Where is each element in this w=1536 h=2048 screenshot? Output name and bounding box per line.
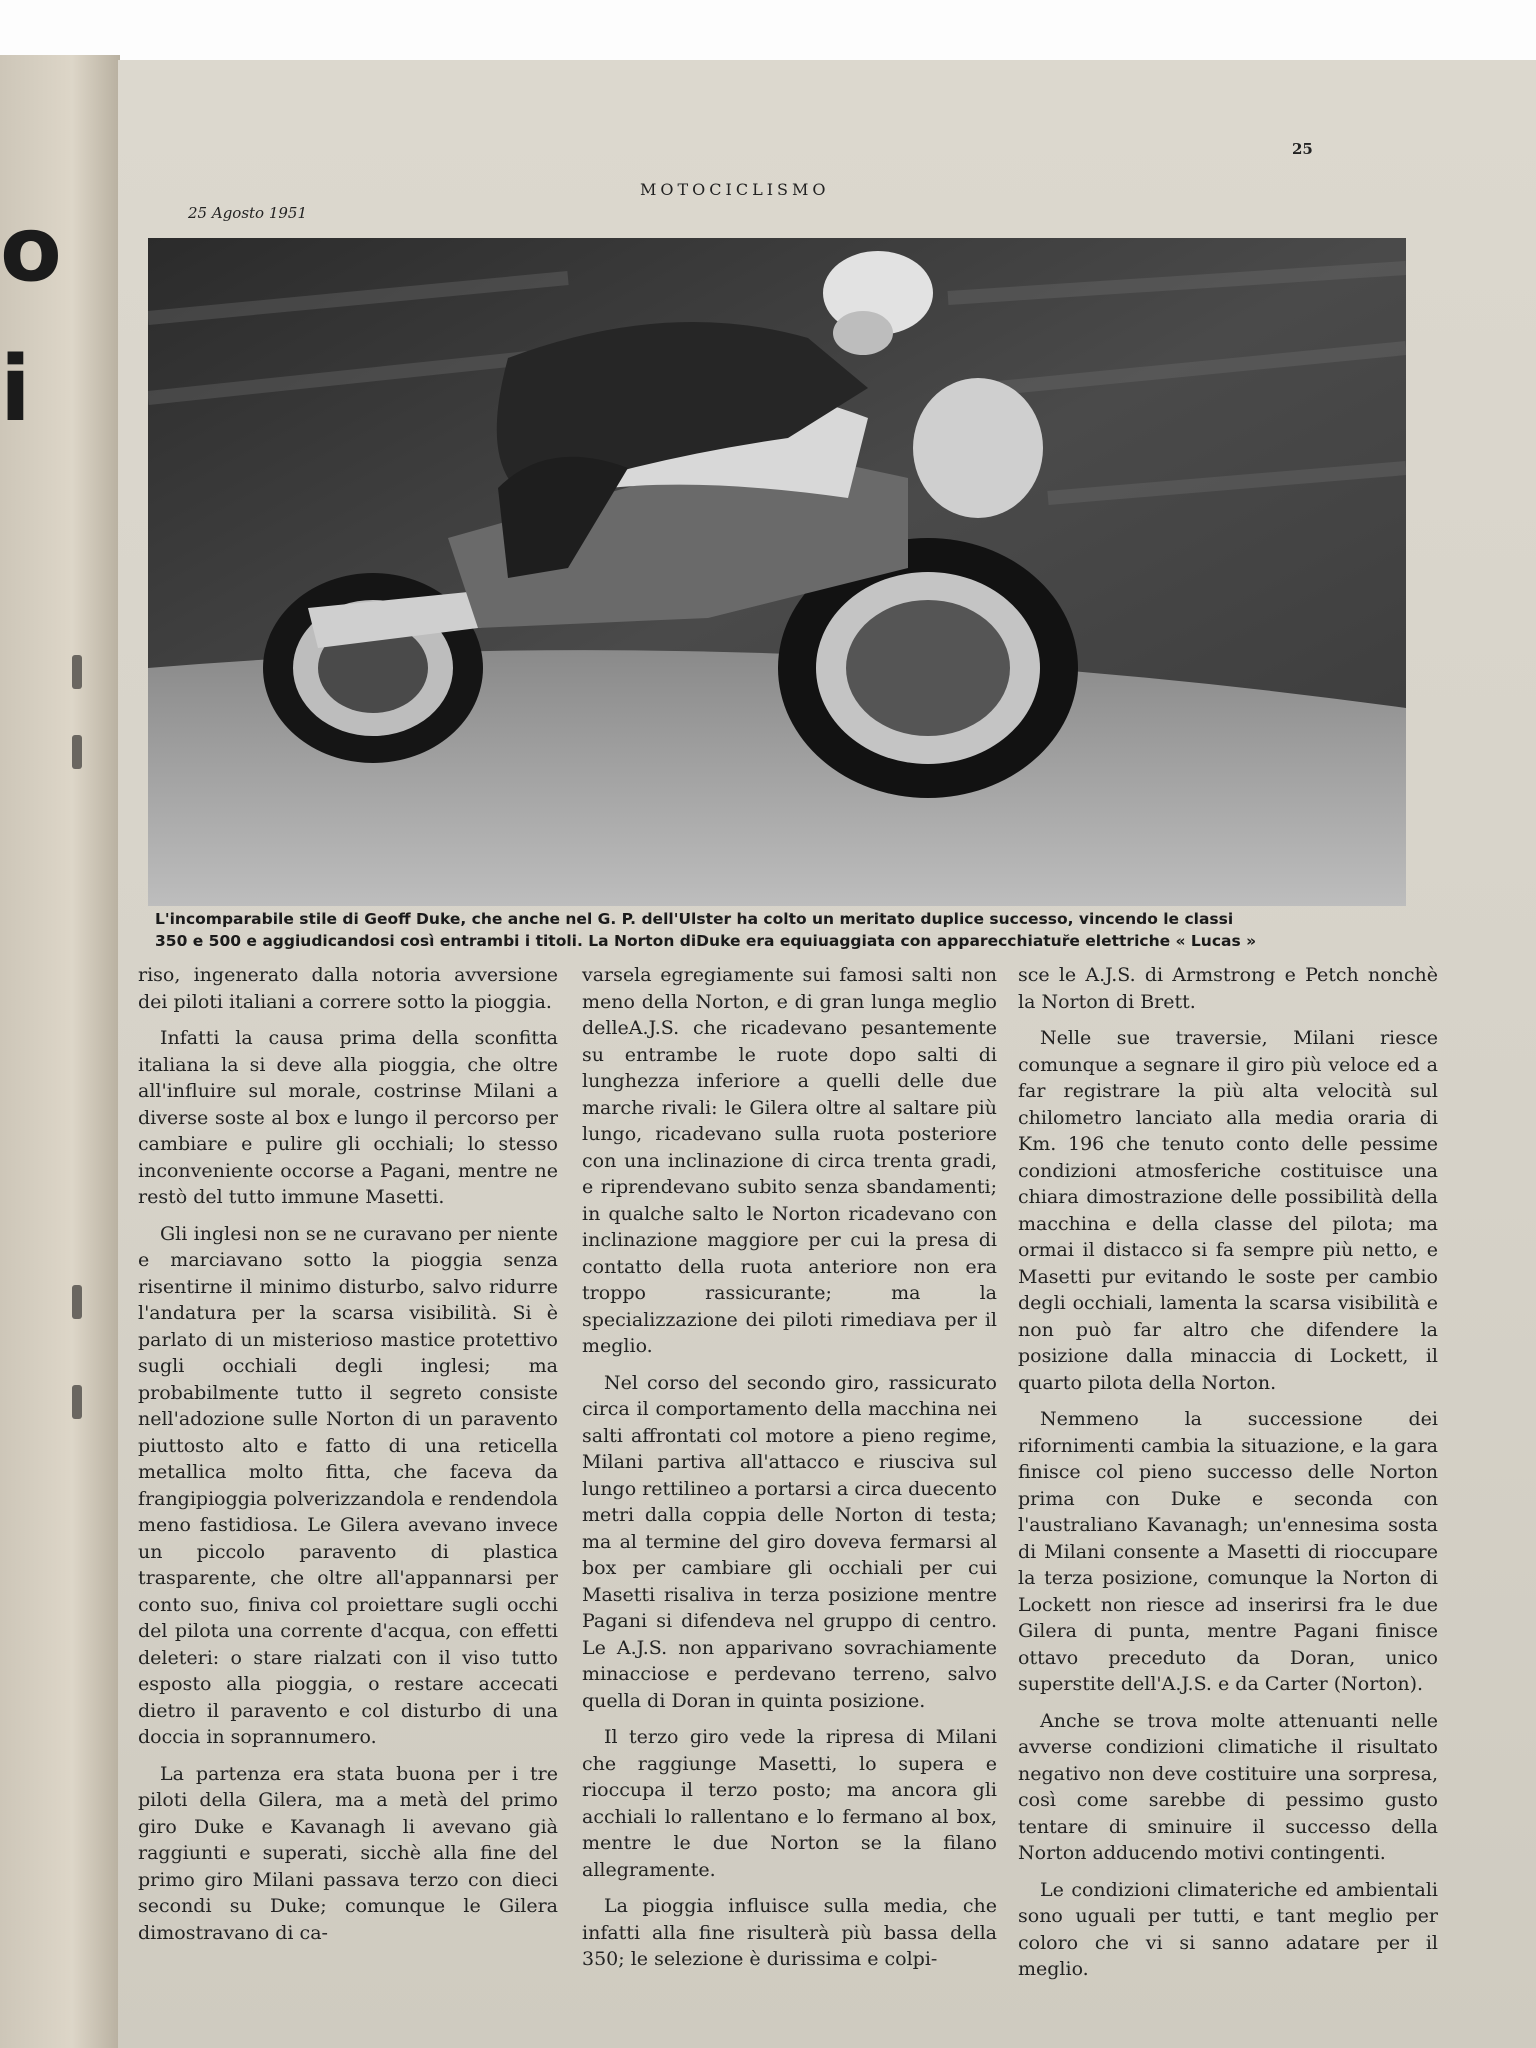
masthead-title: MOTOCICLISMO <box>640 180 830 199</box>
photo-caption <box>155 908 1405 952</box>
paragraph: Infatti la causa prima della sconfitta italiana la si deve alla pioggia, che oltre all'influire sul morale, costrinse Milani a diverse soste al box e lungo il percorso per cambiare e pulire gli occhiali; lo stesso inconveniente occorse a Pagani, mentre ne restò del tutto immune Masetti. <box>138 1027 558 1208</box>
article-column-2 <box>582 962 997 1983</box>
staple-icon <box>72 1385 82 1419</box>
page-number: 25 <box>1292 140 1313 158</box>
paragraph: Anche se trova molte attenuanti nelle avverse condizioni climatiche il risultato negativo non deve costituire una sorpresa, così come sarebbe di pessimo gusto tentare di sminuire il successo della Norton adducendo motivi contingenti. <box>1018 1709 1438 1864</box>
left-page-fragment-2: i <box>0 337 31 442</box>
issue-date: 25 Agosto 1951 <box>188 204 308 222</box>
left-page-edge <box>0 55 120 2048</box>
paragraph: La partenza era stata buona per i tre piloti della Gilera, ma a metà del primo giro Duke e Kavanagh li avevano già raggiunti e superati, sicchè alla fine del primo giro Milani passava terzo con dieci secondi su Duke; comunque le Gilera dimostravano di ca- <box>138 1762 558 1944</box>
motorcycle-racer-photo <box>148 238 1406 906</box>
article-column-1 <box>138 962 558 1956</box>
paragraph: sce le A.J.S. di Armstrong e Petch nonchè la Norton di Brett. <box>1018 964 1438 1013</box>
caption-line-2: 350 e 500 e aggiudicandosi così entrambi i titoli. La Norton diDuke era equiuaggiata con apparecchiatur̆e elettriche « Lucas » <box>155 932 1257 950</box>
paragraph: riso, ingenerato dalla notoria avversione dei piloti italiani a correre sotto la pioggia. <box>138 964 558 1013</box>
paragraph: Nemmeno la successione dei rifornimenti cambia la situazione, e la gara finisce col pieno successo delle Norton prima con Duke e seconda con l'australiano Kavanagh; un'ennesima sosta di Milani consente a Masetti di rioccupare la terza posizione, comunque la Norton di Lockett non riesce ad inserirsi fra le due Gilera di punta, mentre Pagani finisce ottavo preceduto da Doran, unico superstite dell'A.J.S. e da Carter (Norton). <box>1018 1408 1438 1695</box>
caption-line-1: L'incomparabile stile di Geoff Duke, che anche nel G. P. dell'Ulster ha colto un meritato duplice successo, vincendo le classi <box>155 910 1234 928</box>
staple-icon <box>72 655 82 689</box>
paragraph: Nelle sue traversie, Milani riesce comunque a segnare il giro più veloce ed a far registrare la più alta velocità sul chilometro lanciato alla media oraria di Km. 196 che tenuto conto delle pessime condizioni atmosferiche costituisce una chiara dimostrazione delle possibilità della macchina e della classe del pilota; ma ormai il distacco si fa sempre più netto, e Masetti pur evitando le soste per cambio degli occhiali, lamenta la scarsa visibilità e non può far altro che difendere la posizione dalla minaccia di Lockett, il quarto pilota della Norton. <box>1018 1027 1438 1394</box>
staple-icon <box>72 1285 82 1319</box>
paragraph: Gli inglesi non se ne curavano per niente e marciavano sotto la pioggia senza risentirne il minimo disturbo, salvo ridurre l'andatura per la scarsa visibilità. Si è parlato di un misterioso mastice protettivo sugli occhiali degli inglesi; ma probabilmente tutto il segreto consiste nell'adozione sulle Norton di un paravento piuttosto alto e fatto di una reticella metallica molto fitta, che faceva da frangipioggia polverizzandola e rendendola meno fastidiosa. Le Gilera avevano invece un piccolo paravento di plastica trasparente, che oltre all'appannarsi per conto suo, finiva col proiettare sugli occhi del pilota una corrente d'acqua, con effetti deleteri: o stare rialzati con il viso tutto esposto alla pioggia, o restare accecati dietro il paravento e col disturbo di una doccia in soprannumero. <box>138 1222 558 1748</box>
paragraph: Nel corso del secondo giro, rassicurato circa il comportamento della macchina nei salti affrontati col motore a pieno regime, Milani partiva all'attacco e riusciva sul lungo rettilineo a portarsi a circa duecento metri dalla coppia delle Norton di testa; ma al termine del giro doveva fermarsi al box per cambiare gli occhiali per cui Masetti risaliva in terza posizione mentre Pagani si difendeva nel gruppo di centro. Le A.J.S. non apparivano sovrachiamente minacciose e perdevano terreno, salvo quella di Doran in quinta posizione. <box>582 1371 997 1712</box>
paragraph: Il terzo giro vede la ripresa di Milani che raggiunge Masetti, lo supera e rioccupa il terzo posto; ma ancora gli acchiali lo rallentano e lo fermano al box, mentre le due Norton se la filano allegramente. <box>582 1726 997 1881</box>
left-page-fragment-1: o <box>0 197 62 302</box>
paragraph: varsela egregiamente sui famosi salti non meno della Norton, e di gran lunga meglio delleA.J.S. che ricadevano pesantemente su entrambe le ruote dopo salti di lunghezza inferiore a quelli delle due marche rivali: le Gilera oltre al saltare più lungo, ricadevano sulla ruota posteriore con una inclinazione di circa trenta gradi, e riprendevano subito senza sbandamenti; in qualche salto le Norton ricadevano con inclinazione maggiore per cui la presa di contatto della ruota anteriore non era troppo rassicurante; ma la specializzazione dei piloti rimediava per il meglio. <box>582 964 997 1357</box>
article-column-3 <box>1018 962 1438 1993</box>
paragraph: La pioggia influisce sulla media, che infatti alla fine risulterà più bassa della 350; le selezione è durissima e colpi- <box>582 1895 997 1970</box>
paragraph: Le condizioni climateriche ed ambientali sono uguali per tutti, e tant meglio per coloro che vi si sanno adatare per il meglio. <box>1018 1878 1438 1980</box>
staple-icon <box>72 735 82 769</box>
